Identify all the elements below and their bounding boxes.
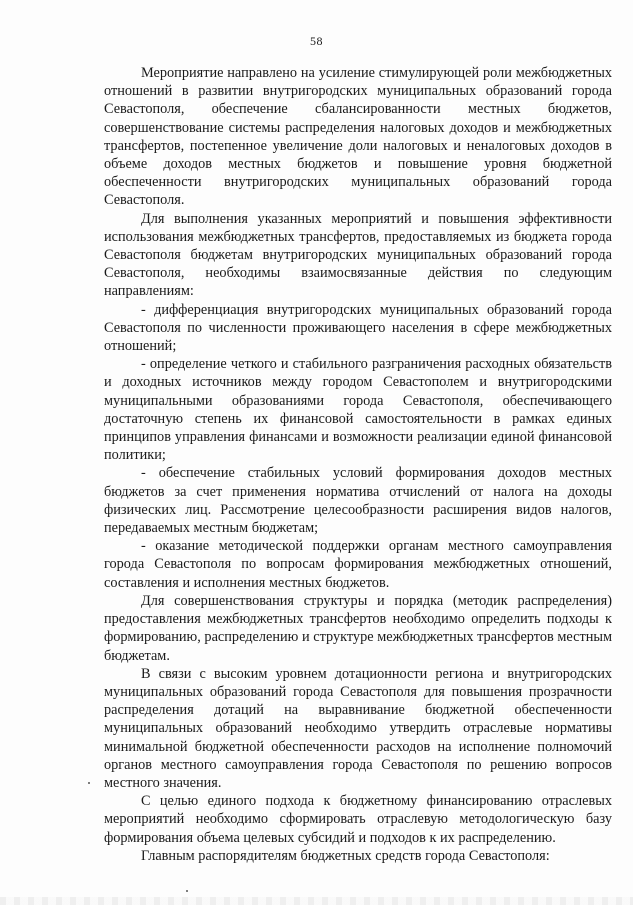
list-item-delimitation: - определение четкого и стабильного разграничения расходных обязательств и доходных источников между городом Севастополем и внутригородскими муниципальными образованиями города Севастополя, обеспечивающего достаточную степень их финансовой самостоятельности в рамках единых принципов управления финансами и возможности реализации единой финансовой политики; xyxy=(104,356,612,464)
paragraph-chief-managers: Главным распорядителям бюджетных средств города Севастополя: xyxy=(141,847,550,864)
scan-speck xyxy=(88,782,90,784)
list-item-stable-conditions: - обеспечение стабильных условий формирования доходов местных бюджетов за счет применения норматива отчислений от налога на доходы физических лиц. Рассмотрение целесообразности расширения видов налогов, передаваемых местным бюджетам; xyxy=(104,465,612,537)
document-body xyxy=(104,64,612,865)
paragraph-actions-intro: Для выполнения указанных мероприятий и повышения эффективности использования межбюджетных трансфертов, предоставляемых из бюджета города Севастополя бюджетам внутригородских муниципальных образований города Севастополя, необходимы взаимосвязанные действия по следующим направлениям: xyxy=(104,210,612,300)
list-item-differentiation: - дифференциация внутригородских муниципальных образований города Севастополя по численности проживающего населения в сфере межбюджетных отношений; xyxy=(104,301,612,355)
paragraph-subsidy-dependence: В связи с высоким уровнем дотационности региона и внутригородских муниципальных образований города Севастополя для повышения прозрачности распределения дотаций на выравнивание бюджетной обеспеченности муниципальных образований необходимо утвердить отраслевые нормативы минимальной бюджетной обеспеченности расходов на исполнение полномочий органов местного самоуправления города Севастополя по решению вопросов местного значения. xyxy=(104,665,612,791)
scan-bottom-edge xyxy=(0,897,633,905)
paragraph-structure-improvement: Для совершенствования структуры и порядка (методик распределения) предоставления межбюджетных трансфертов необходимо определить подходы к формированию, распределению и структуре межбюджетных трансфертов местным бюджетам. xyxy=(104,592,612,664)
list-item-methodical-support: - оказание методической поддержки органам местного самоуправления города Севастополя по вопросам формирования межбюджетных отношений, составления и исполнения местных бюджетов. xyxy=(104,538,612,591)
page-number: 58 xyxy=(310,34,323,48)
scan-speck xyxy=(186,890,188,892)
paragraph-unified-approach: С целью единого подхода к бюджетному финансированию отраслевых мероприятий необходимо сформировать отраслевую методологическую базу формирования объема целевых субсидий и подходов к их распределению. xyxy=(104,793,612,846)
paragraph-measure-purpose: Мероприятие направлено на усиление стимулирующей роли межбюджетных отношений в развитии внутригородских муниципальных образований города Севастополя, обеспечение сбалансированности местных бюджетов, совершенствование системы распределения налоговых доходов и межбюджетных трансфертов, постепенное увеличение доли налоговых и неналоговых доходов в объеме доходов местных бюджетов и повышение уровня бюджетной обеспеченности внутригородских муниципальных образований города Севастополя. xyxy=(104,65,612,209)
